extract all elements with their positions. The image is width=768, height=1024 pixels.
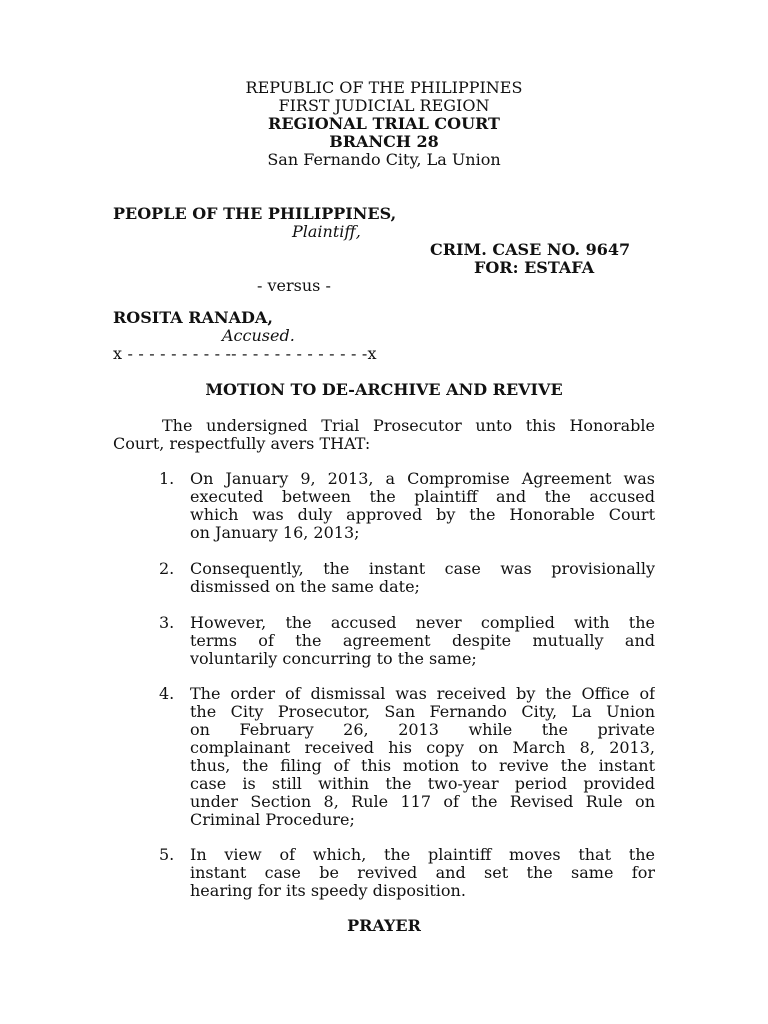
header-branch: BRANCH 28 [329,132,439,151]
header-region: FIRST JUDICIAL REGION [278,96,490,115]
header-location: San Fernando City, La Union [267,150,501,169]
plaintiff-role: Plaintiff, [292,222,361,241]
header-republic: REPUBLIC OF THE PHILIPPINES [245,78,523,97]
item-line: The order of dismissal was received by the Office of [190,685,655,703]
item-line: the City Prosecutor, San Fernando City, La Union [190,703,655,721]
item-line: On January 9, 2013, a Compromise Agreement was [190,470,655,488]
caption-separator: x - - - - - - - - - -- - - - - - - - - - - - -x [113,344,377,363]
intro-line: The undersigned Trial Prosecutor unto this Honorable [162,417,655,435]
item-number: 1. [159,469,175,488]
item-number: 4. [159,684,175,703]
item-text [190,685,655,829]
item-line: instant case be revived and set the same for [190,864,655,882]
item-line: Criminal Procedure; [190,811,355,829]
item-line: on January 16, 2013; [190,524,360,542]
item-text [190,470,655,542]
plaintiff-name: PEOPLE OF THE PHILIPPINES, [113,204,397,223]
motion-title: MOTION TO DE-ARCHIVE AND REVIVE [205,380,563,399]
case-number: CRIM. CASE NO. 9647 [430,240,631,259]
case-charge: FOR: ESTAFA [474,258,595,277]
item-text [190,846,655,900]
item-line: which was duly approved by the Honorable Court [190,506,655,524]
item-text [190,614,655,668]
item-line: voluntarily concurring to the same; [190,650,477,668]
item-line: under Section 8, Rule 117 of the Revised Rule on [190,793,655,811]
item-number: 3. [159,613,175,632]
header-court: REGIONAL TRIAL COURT [268,114,500,133]
prayer-heading: PRAYER [347,916,421,935]
item-line: terms of the agreement despite mutually and [190,632,655,650]
accused-name: ROSITA RANADA, [113,308,273,327]
item-line: case is still within the two-year period provided [190,775,655,793]
item-line: In view of which, the plaintiff moves that the [190,846,655,864]
versus-label: - versus - [257,276,331,295]
item-line: hearing for its speedy disposition. [190,882,466,900]
intro-line: Court, respectfully avers THAT: [113,435,371,453]
item-line: thus, the filing of this motion to revive the instant [190,757,655,775]
item-line: Consequently, the instant case was provisionally [190,560,655,578]
item-text [190,560,655,596]
item-line: dismissed on the same date; [190,578,420,596]
item-line: complainant received his copy on March 8, 2013, [190,739,655,757]
item-line: However, the accused never complied with the [190,614,655,632]
intro-paragraph [113,417,655,453]
item-line: on February 26, 2013 while the private [190,721,655,739]
item-number: 5. [159,845,175,864]
item-number: 2. [159,559,175,578]
item-line: executed between the plaintiff and the accused [190,488,655,506]
accused-role: Accused. [222,326,295,345]
